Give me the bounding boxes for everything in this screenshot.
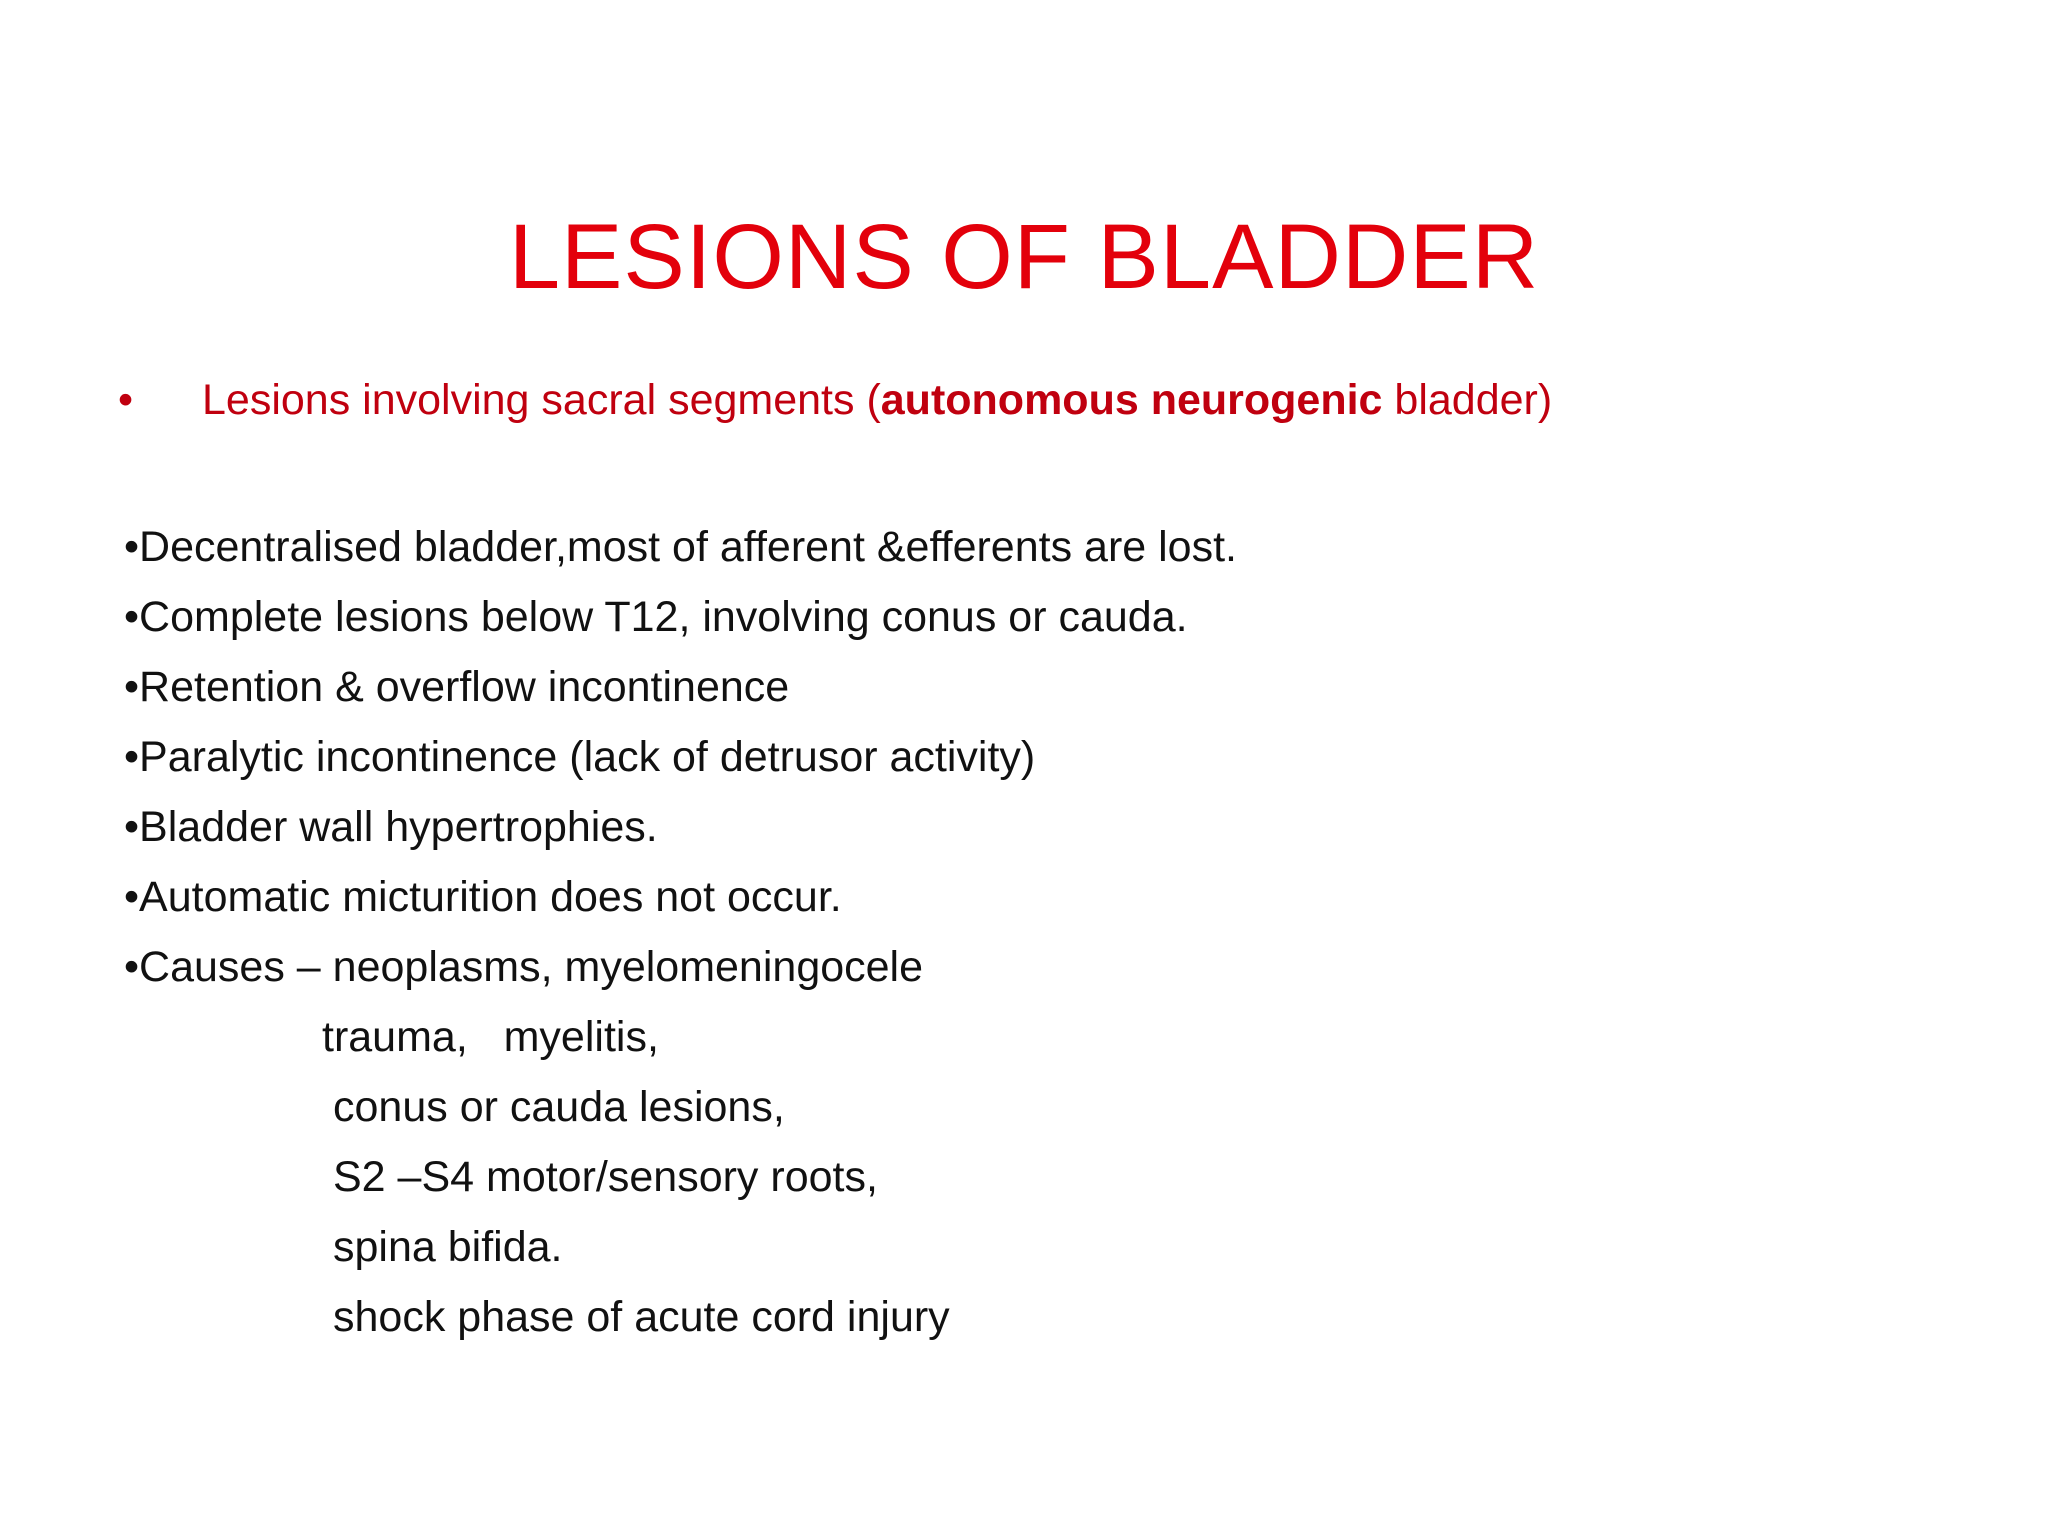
list-item: •Bladder wall hypertrophies.	[124, 803, 658, 851]
lead-text-before: Lesions involving sacral segments (	[202, 376, 881, 424]
list-item: •Decentralised bladder,most of afferent &efferents are lost.	[124, 523, 1237, 571]
lead-bullet-line	[118, 372, 1552, 428]
list-item: •Paralytic incontinence (lack of detrusor activity)	[124, 733, 1036, 781]
cause-item: shock phase of acute cord injury	[333, 1293, 950, 1341]
lead-bold-text: autonomous neurogenic	[880, 376, 1383, 424]
slide-title: LESIONS OF BLADDER	[508, 205, 1540, 308]
cause-item: trauma, myelitis,	[322, 1013, 659, 1061]
cause-item: conus or cauda lesions,	[333, 1083, 785, 1131]
bullet-list	[124, 512, 1237, 1002]
list-item: •Retention & overflow incontinence	[124, 663, 790, 711]
bullet-icon: •	[118, 376, 134, 424]
lead-text-after: bladder)	[1382, 376, 1553, 424]
list-item: •Causes – neoplasms, myelomeningocele	[124, 943, 924, 991]
cause-item: spina bifida.	[333, 1223, 563, 1271]
causes-continuation-list	[0, 1002, 950, 1492]
list-item: •Automatic micturition does not occur.	[124, 873, 842, 921]
list-item: •Complete lesions below T12, involving conus or cauda.	[124, 593, 1188, 641]
cause-item: S2 –S4 motor/sensory roots,	[333, 1153, 878, 1201]
